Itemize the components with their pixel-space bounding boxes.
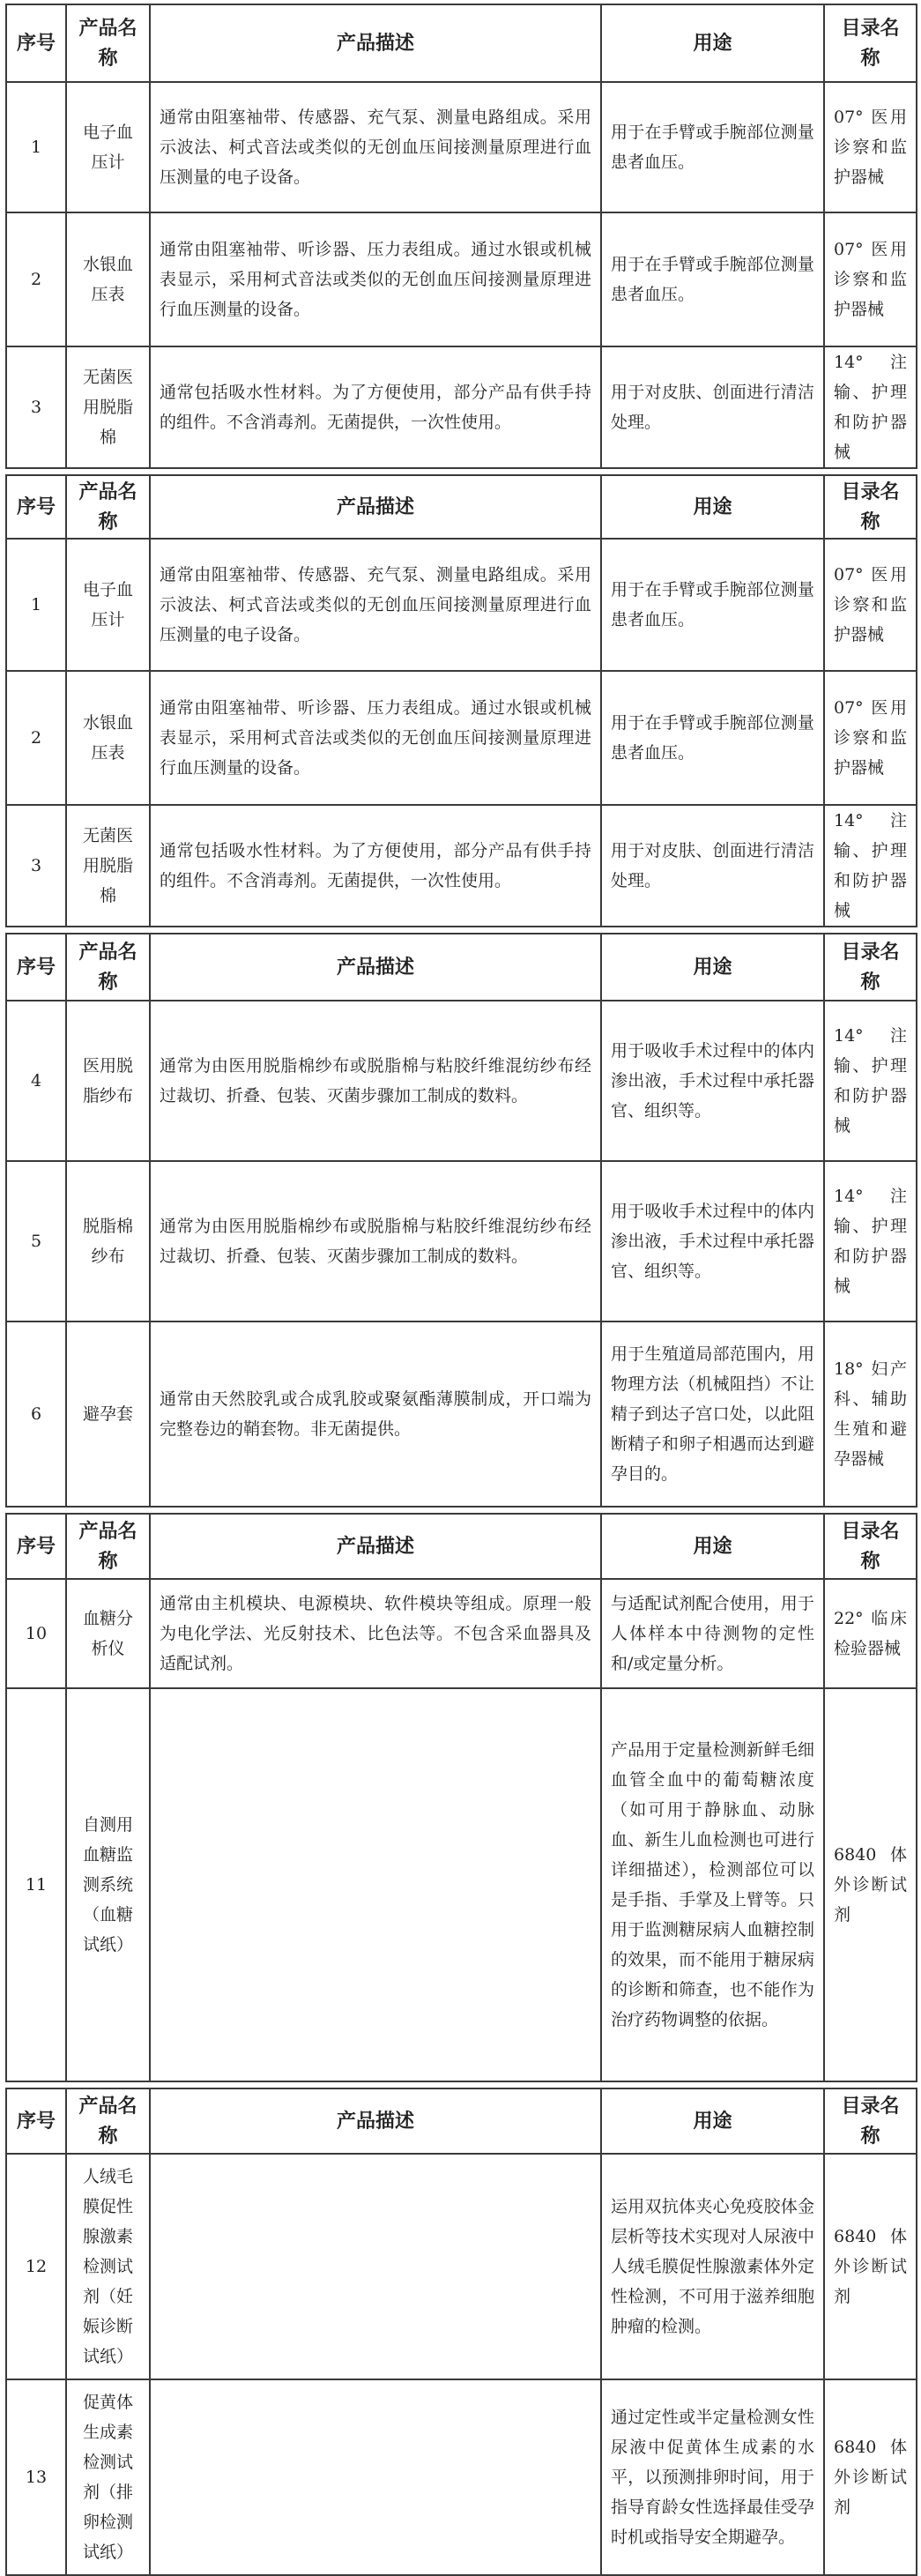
cell-use: 运用双抗体夹心免疫胶体金层析等技术实现对人尿液中人绒毛膜促性腺激素体外定性检测，不可用于滋养细胞肿瘤的检测。 <box>601 2154 824 2379</box>
cell-cat: 07° 医用诊察和监护器械 <box>824 212 917 346</box>
cell-desc: 通常包括吸水性材料。为了方便使用，部分产品有供手持的组件。不含消毒剂。无菌提供，一次性使用。 <box>150 346 601 468</box>
header-no: 序号 <box>6 2088 66 2154</box>
cell-use: 与适配试剂配合使用，用于人体样本中待测物的定性和/或定量分析。 <box>601 1579 824 1688</box>
table-row <box>6 1161 917 1322</box>
cell-no: 4 <box>6 1001 66 1161</box>
cell-name: 脱脂棉纱布 <box>66 1161 150 1322</box>
cell-desc: 通常由主机模块、电源模块、软件模块等组成。原理一般为电化学法、光反射技术、比色法等。不包含采血器具及适配试剂。 <box>150 1579 601 1688</box>
table-row <box>6 539 917 671</box>
cell-use: 通过定性或半定量检测女性尿液中促黄体生成素的水平，以预测排卵时间，用于指导育龄女性选择最佳受孕时机或指导安全期避孕。 <box>601 2379 824 2575</box>
header-cat: 目录名称 <box>824 475 917 539</box>
cell-no: 5 <box>6 1161 66 1322</box>
cell-use: 用于生殖道局部范围内，用物理方法（机械阻挡）不让精子到达子宫口处，以此阻断精子和卵子相遇而达到避孕目的。 <box>601 1322 824 1507</box>
header-desc: 产品描述 <box>150 2088 601 2154</box>
cell-no: 12 <box>6 2154 66 2379</box>
cell-name: 电子血压计 <box>66 82 150 212</box>
cell-desc <box>150 2379 601 2575</box>
table-header-row <box>6 2088 917 2154</box>
cell-no: 2 <box>6 212 66 346</box>
cell-cat: 14°注输、护理和防护器械 <box>824 1001 917 1161</box>
cell-name: 无菌医用脱脂棉 <box>66 346 150 468</box>
header-desc: 产品描述 <box>150 1514 601 1579</box>
cell-no: 1 <box>6 82 66 212</box>
cell-cat: 14°注输、护理和防护器械 <box>824 1161 917 1322</box>
cell-desc: 通常由阻塞袖带、听诊器、压力表组成。通过水银或机械表显示，采用柯式音法或类似的无创血压间接测量原理进行血压测量的设备。 <box>150 212 601 346</box>
header-desc: 产品描述 <box>150 475 601 539</box>
header-desc: 产品描述 <box>150 934 601 1001</box>
table-header-row <box>6 475 917 539</box>
table-row <box>6 2154 917 2379</box>
cell-use: 用于吸收手术过程中的体内渗出液，手术过程中承托器官、组织等。 <box>601 1001 824 1161</box>
header-cat: 目录名称 <box>824 2088 917 2154</box>
cell-use: 用于在手臂或手腕部位测量患者血压。 <box>601 212 824 346</box>
header-name: 产品名称 <box>66 475 150 539</box>
cell-desc: 通常由阻塞袖带、传感器、充气泵、测量电路组成。采用示波法、柯式音法或类似的无创血压间接测量原理进行血压测量的电子设备。 <box>150 539 601 671</box>
cell-cat: 6840 体外诊断试剂 <box>824 2379 917 2575</box>
cell-name: 无菌医用脱脂棉 <box>66 805 150 927</box>
table-row <box>6 212 917 346</box>
cell-no: 1 <box>6 539 66 671</box>
header-no: 序号 <box>6 4 66 82</box>
cell-cat: 07° 医用诊察和监护器械 <box>824 539 917 671</box>
cell-cat: 14°注输、护理和防护器械 <box>824 805 917 927</box>
table-row <box>6 1579 917 1688</box>
table-row <box>6 82 917 212</box>
header-use: 用途 <box>601 4 824 82</box>
header-cat: 目录名称 <box>824 4 917 82</box>
cell-no: 13 <box>6 2379 66 2575</box>
cell-name: 血糖分析仪 <box>66 1579 150 1688</box>
header-desc: 产品描述 <box>150 4 601 82</box>
header-name: 产品名称 <box>66 4 150 82</box>
product-table-1 <box>5 4 917 469</box>
cell-desc: 通常为由医用脱脂棉纱布或脱脂棉与粘胶纤维混纺纱布经过裁切、折叠、包装、灭菌步骤加工制成的数料。 <box>150 1161 601 1322</box>
cell-use: 用于在手臂或手腕部位测量患者血压。 <box>601 82 824 212</box>
cell-no: 6 <box>6 1322 66 1507</box>
header-no: 序号 <box>6 1514 66 1579</box>
cell-no: 10 <box>6 1579 66 1688</box>
cell-name: 电子血压计 <box>66 539 150 671</box>
cell-name: 医用脱脂纱布 <box>66 1001 150 1161</box>
cell-name: 水银血压表 <box>66 671 150 805</box>
table-row <box>6 671 917 805</box>
cell-use: 用于对皮肤、创面进行清洁处理。 <box>601 346 824 468</box>
header-name: 产品名称 <box>66 1514 150 1579</box>
cell-desc <box>150 1688 601 2081</box>
cell-desc: 通常由阻塞袖带、听诊器、压力表组成。通过水银或机械表显示，采用柯式音法或类似的无创血压间接测量原理进行血压测量的设备。 <box>150 671 601 805</box>
product-table-5 <box>5 2088 917 2576</box>
header-cat: 目录名称 <box>824 934 917 1001</box>
header-name: 产品名称 <box>66 2088 150 2154</box>
cell-no: 2 <box>6 671 66 805</box>
cell-cat: 14°注输、护理和防护器械 <box>824 346 917 468</box>
cell-no: 11 <box>6 1688 66 2081</box>
cell-name: 水银血压表 <box>66 212 150 346</box>
table-row <box>6 1322 917 1507</box>
cell-name: 促黄体生成素检测试剂（排卵检测试纸） <box>66 2379 150 2575</box>
product-table-3 <box>5 933 917 1508</box>
table-row <box>6 1001 917 1161</box>
header-use: 用途 <box>601 475 824 539</box>
header-use: 用途 <box>601 934 824 1001</box>
table-row <box>6 1688 917 2081</box>
table-row <box>6 805 917 927</box>
cell-cat: 22° 临床检验器械 <box>824 1579 917 1688</box>
cell-name: 避孕套 <box>66 1322 150 1507</box>
header-use: 用途 <box>601 2088 824 2154</box>
cell-desc: 通常由阻塞袖带、传感器、充气泵、测量电路组成。采用示波法、柯式音法或类似的无创血压间接测量原理进行血压测量的电子设备。 <box>150 82 601 212</box>
cell-cat: 6840 体外诊断试剂 <box>824 2154 917 2379</box>
header-cat: 目录名称 <box>824 1514 917 1579</box>
cell-use: 用于在手臂或手腕部位测量患者血压。 <box>601 539 824 671</box>
cell-desc: 通常为由医用脱脂棉纱布或脱脂棉与粘胶纤维混纺纱布经过裁切、折叠、包装、灭菌步骤加工制成的数料。 <box>150 1001 601 1161</box>
cell-use: 用于吸收手术过程中的体内渗出液，手术过程中承托器官、组织等。 <box>601 1161 824 1322</box>
table-header-row <box>6 4 917 82</box>
cell-desc <box>150 2154 601 2379</box>
cell-use: 用于对皮肤、创面进行清洁处理。 <box>601 805 824 927</box>
table-header-row <box>6 1514 917 1579</box>
cell-cat: 07° 医用诊察和监护器械 <box>824 671 917 805</box>
cell-name: 人绒毛膜促性腺激素检测试剂（妊娠诊断试纸） <box>66 2154 150 2379</box>
product-table-4 <box>5 1513 917 2082</box>
table-row <box>6 346 917 468</box>
cell-cat: 6840 体外诊断试剂 <box>824 1688 917 2081</box>
cell-use: 用于在手臂或手腕部位测量患者血压。 <box>601 671 824 805</box>
header-name: 产品名称 <box>66 934 150 1001</box>
cell-desc: 通常由天然胶乳或合成乳胶或聚氨酯薄膜制成，开口端为完整卷边的鞘套物。非无菌提供。 <box>150 1322 601 1507</box>
header-no: 序号 <box>6 475 66 539</box>
cell-cat: 07° 医用诊察和监护器械 <box>824 82 917 212</box>
document-page <box>5 4 916 2576</box>
header-use: 用途 <box>601 1514 824 1579</box>
table-header-row <box>6 934 917 1001</box>
table-row <box>6 2379 917 2575</box>
cell-desc: 通常包括吸水性材料。为了方便使用，部分产品有供手持的组件。不含消毒剂。无菌提供，一次性使用。 <box>150 805 601 927</box>
header-no: 序号 <box>6 934 66 1001</box>
cell-use: 产品用于定量检测新鲜毛细血管全血中的葡萄糖浓度（如可用于静脉血、动脉血、新生儿血检测也可进行详细描述），检测部位可以是手指、手掌及上臂等。只用于监测糖尿病人血糖控制的效果，而不能用于糖尿病的诊断和筛查，也不能作为治疗药物调整的依据。 <box>601 1688 824 2081</box>
cell-name: 自测用血糖监测系统（血糖试纸） <box>66 1688 150 2081</box>
cell-no: 3 <box>6 805 66 927</box>
product-table-2 <box>5 474 917 927</box>
cell-no: 3 <box>6 346 66 468</box>
cell-cat: 18° 妇产科、辅助生殖和避孕器械 <box>824 1322 917 1507</box>
